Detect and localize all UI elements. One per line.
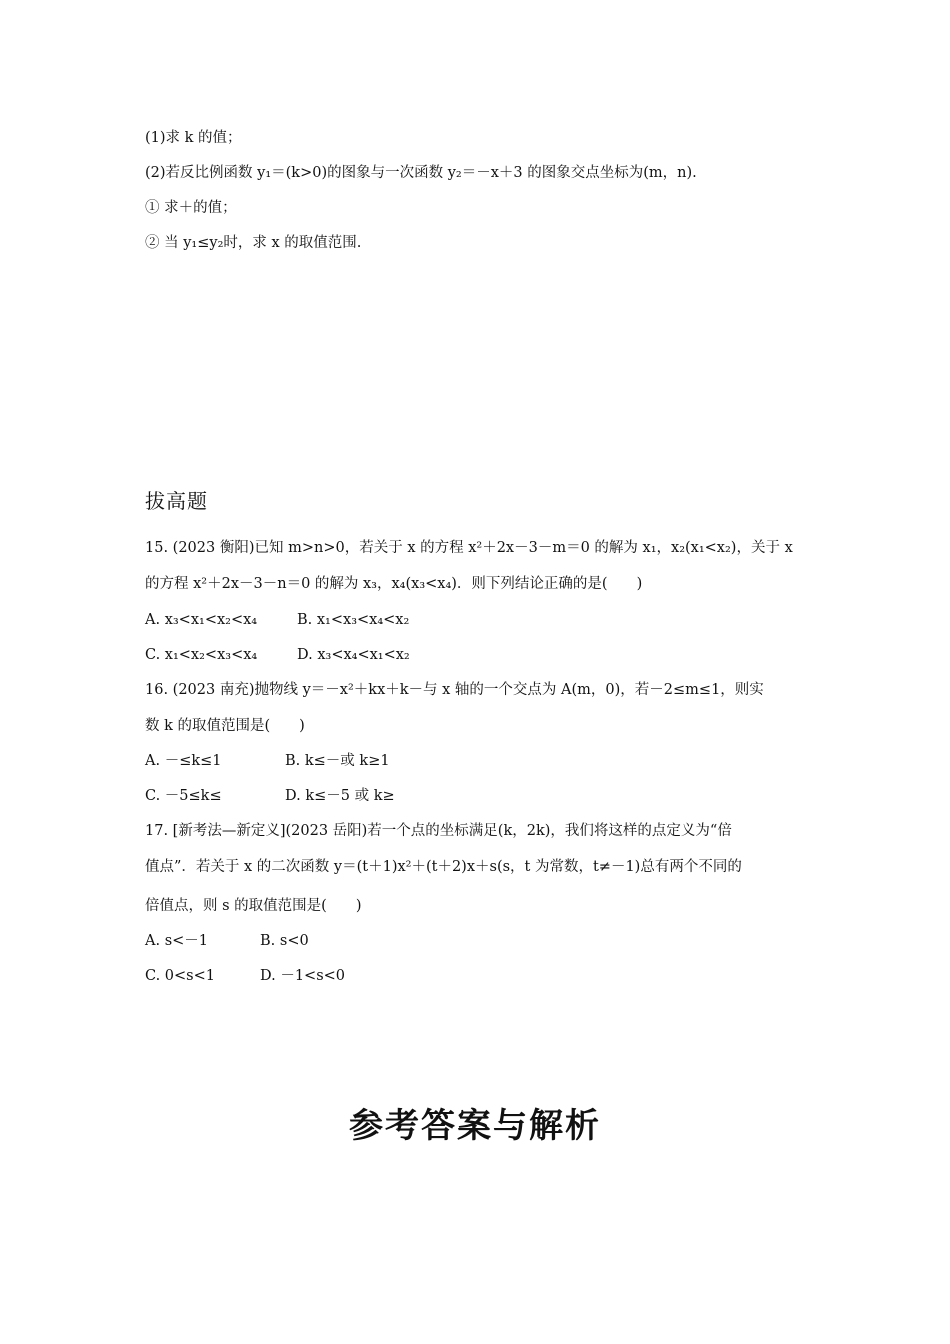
option-b: B. s<0 — [260, 933, 309, 949]
option-b: B. k≤－或 k≥1 — [285, 753, 390, 769]
option-d: D. x₃<x₄<x₁<x₂ — [297, 647, 410, 663]
option-d: D. －1<s<0 — [260, 968, 346, 984]
problem-16-options-row1 — [145, 751, 390, 771]
answer-section-title: 参考答案与解析 — [349, 1106, 601, 1146]
problem-15-line1: 15. (2023 衡阳)已知 m>n>0，若关于 x 的方程 x²＋2x－3－m＝0 的解为 x₁，x₂(x₁<x₂)，关于 x — [145, 540, 793, 556]
problem-17-options-row1 — [145, 931, 309, 951]
question-part-2-1: ① 求＋的值； — [145, 200, 237, 216]
problem-17-line2: 值点”．若关于 x 的二次函数 y＝(t＋1)x²＋(t＋2)x＋s(s，t 为常数，t≠－1)总有两个不同的 — [145, 859, 742, 875]
problem-17-line3: 倍值点，则 s 的取值范围是( ) — [145, 898, 362, 914]
question-part-2-2: ② 当 y₁≤y₂时，求 x 的取值范围. — [145, 235, 362, 251]
question-part-2: (2)若反比例函数 y₁＝(k>0)的图象与一次函数 y₂＝－x＋3 的图象交点坐标为(m，n). — [145, 165, 697, 181]
problem-15-options-row2 — [145, 645, 410, 665]
option-a: A. x₃<x₁<x₂<x₄ — [145, 612, 258, 628]
problem-16-line1: 16. (2023 南充)抛物线 y＝－x²＋kx＋k－与 x 轴的一个交点为 A(m，0)，若－2≤m≤1，则实 — [145, 682, 764, 698]
option-c: C. －5≤k≤ — [145, 788, 222, 804]
problem-16-options-row2 — [145, 786, 395, 806]
option-d: D. k≤－5 或 k≥ — [285, 788, 395, 804]
option-b: B. x₁<x₃<x₄<x₂ — [297, 612, 410, 628]
problem-15-options-row1 — [145, 610, 409, 630]
problem-16-line2: 数 k 的取值范围是( ) — [145, 718, 305, 734]
problem-17-line1: 17. [新考法—新定义](2023 岳阳)若一个点的坐标满足(k，2k)，我们将这样的点定义为“倍 — [145, 823, 732, 839]
option-a: A. －≤k≤1 — [145, 753, 222, 769]
problem-15-line2: 的方程 x²＋2x－3－n＝0 的解为 x₃，x₄(x₃<x₄)．则下列结论正确的是( ) — [145, 576, 643, 592]
option-c: C. 0<s<1 — [145, 968, 215, 984]
option-a: A. s<－1 — [145, 933, 209, 949]
problem-17-options-row2 — [145, 966, 345, 986]
option-c: C. x₁<x₂<x₃<x₄ — [145, 647, 258, 663]
question-part-1: (1)求 k 的值； — [145, 130, 242, 146]
section-title: 拔高题 — [145, 489, 208, 513]
